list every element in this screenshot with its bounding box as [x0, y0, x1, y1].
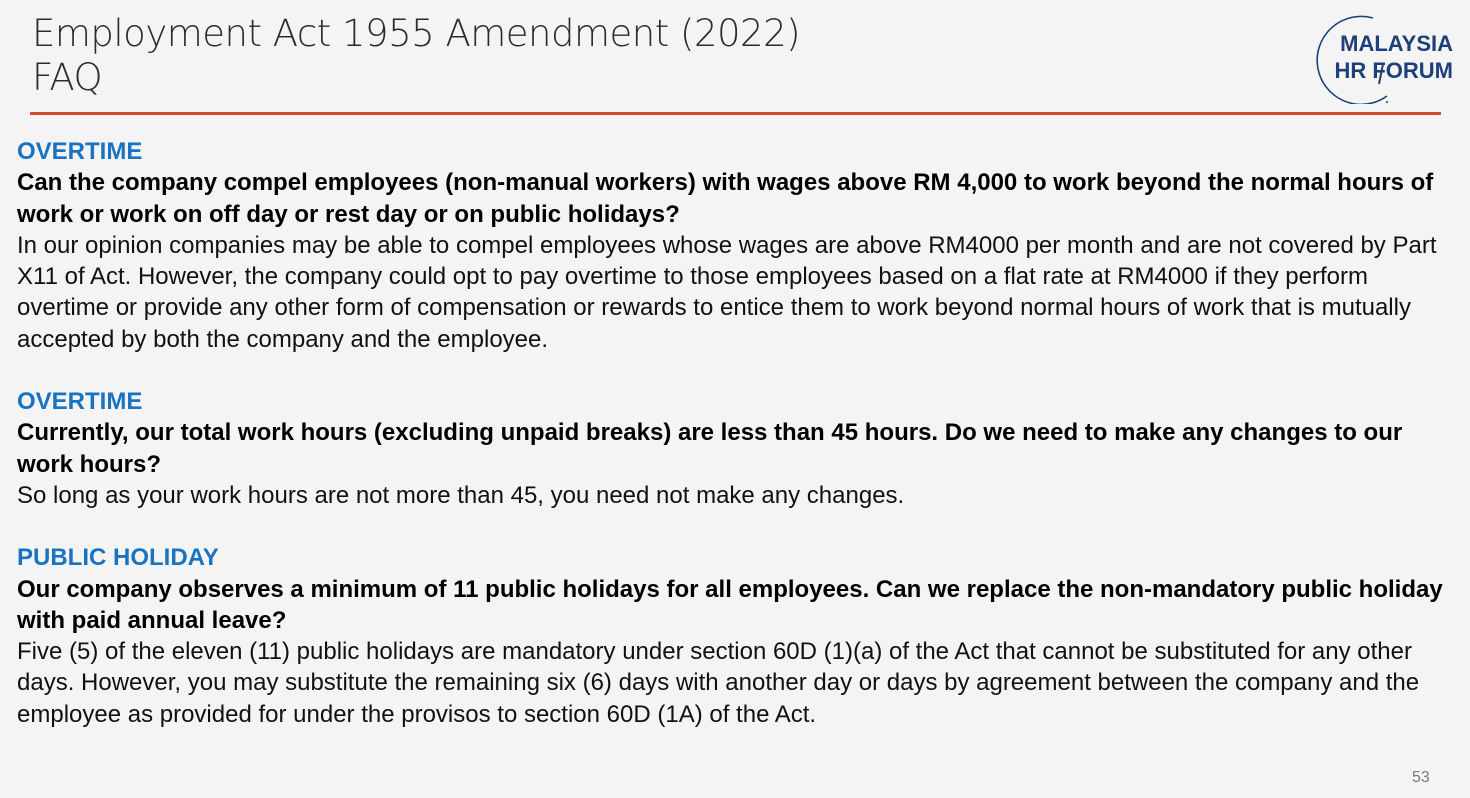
- faq-question: Our company observes a minimum of 11 public holidays for all employees. Can we replace the non-mandatory public holiday with paid annual leave?: [17, 575, 1443, 634]
- title-divider: [30, 112, 1441, 115]
- faq-section: [17, 542, 1462, 730]
- title-line-main: Employment Act 1955 Amendment (2022): [32, 12, 801, 55]
- faq-question: Can the company compel employees (non-manual workers) with wages above RM 4,000 to work beyond the normal hours of work or work on off day or rest day or on public holidays?: [17, 169, 1434, 228]
- faq-section: [17, 386, 1462, 511]
- title-line-faq: FAQ: [32, 56, 103, 99]
- faq-content: [17, 136, 1462, 761]
- page-number: 53: [1412, 769, 1430, 786]
- logo-text-hr-forum: HR FORUM: [1334, 58, 1453, 83]
- faq-answer: In our opinion companies may be able to compel employees whose wages are above RM4000 per month and are not covered by Part X11 of Act. However, the company could opt to pay overtime to those employees based on a flat rate at RM4000 if they perform overtime or provide any other form of compensation or rewards to entice them to work beyond normal hours of work that is mutually accepted by both the company and the employee.: [17, 231, 1437, 353]
- faq-section: [17, 136, 1462, 355]
- logo-text-malaysia: MALAYSIA: [1340, 31, 1453, 56]
- faq-question: Currently, our total work hours (excluding unpaid breaks) are less than 45 hours. Do we need to make any changes to our work hours?: [17, 419, 1403, 478]
- faq-answer: So long as your work hours are not more than 45, you need not make any changes.: [17, 481, 905, 509]
- faq-answer: Five (5) of the eleven (11) public holidays are mandatory under section 60D (1)(a) of the Act that cannot be substituted for any other days. However, you may substitute the remaining six (6) days with another day or days by agreement between the company and the employee as provided for under the provisos to section 60D (1A) of the Act.: [17, 638, 1420, 728]
- malaysia-hr-forum-logo: [1313, 14, 1463, 104]
- section-heading: OVERTIME: [17, 388, 143, 416]
- page-title: [32, 12, 800, 100]
- section-heading: PUBLIC HOLIDAY: [17, 544, 219, 572]
- section-heading: OVERTIME: [17, 138, 143, 165]
